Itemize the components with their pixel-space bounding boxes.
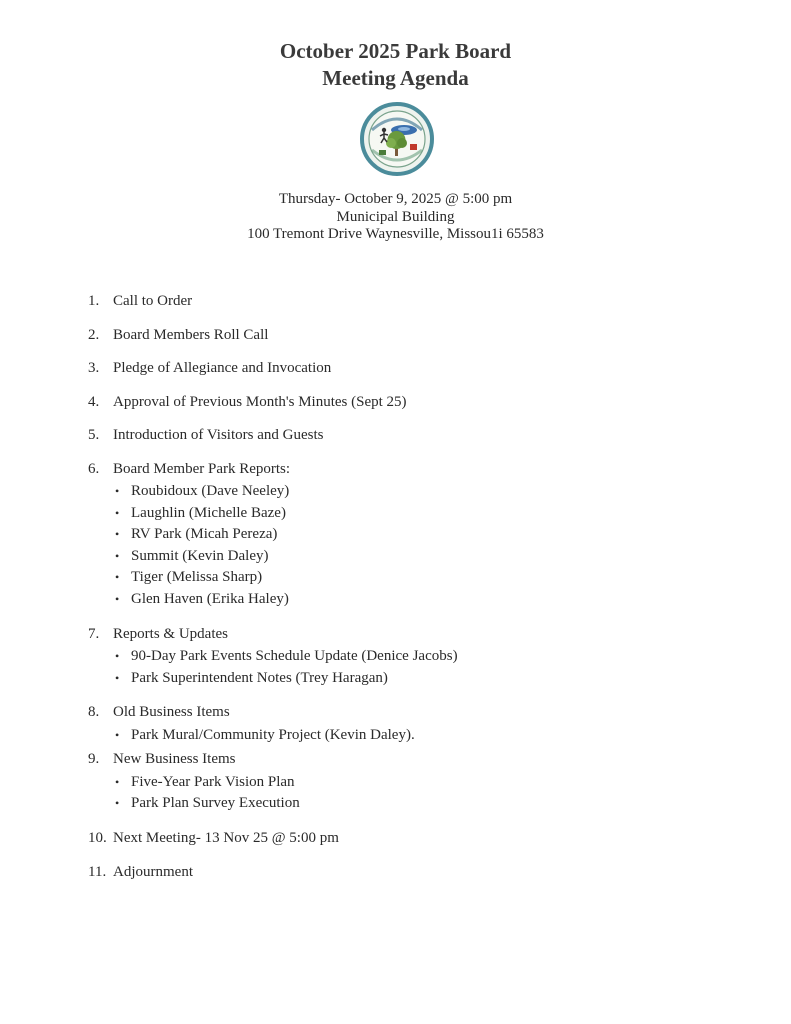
agenda-item-label: Pledge of Allegiance and Invocation <box>113 360 332 376</box>
agenda-item-number: 7. <box>88 625 100 642</box>
agenda-subitem-list <box>115 772 748 815</box>
agenda-item-number: 10. <box>88 830 107 847</box>
bullet-icon: • <box>115 505 120 520</box>
agenda-subitem <box>115 725 748 747</box>
agenda-subitem <box>115 524 748 546</box>
agenda-subitem-list <box>115 646 748 689</box>
agenda-item-number: 11. <box>88 863 107 880</box>
bullet-icon: • <box>115 484 120 498</box>
agenda-item-label: Approval of Previous Month's Minutes (Sept 25) <box>113 393 407 410</box>
meeting-date-time: Thursday- October 9, 2025 @ 5:00 pm <box>278 191 513 207</box>
title-line-2: Meeting Agenda <box>322 66 469 90</box>
agenda-item <box>88 326 748 346</box>
agenda-subitem <box>115 481 748 503</box>
agenda-item-number: 9. <box>88 751 100 768</box>
agenda-item-number: 2. <box>88 326 100 343</box>
agenda-item-label: Next Meeting- 13 Nov 25 @ 5:00 pm <box>113 830 339 847</box>
agenda-item <box>88 703 748 746</box>
agenda-subitem <box>115 772 748 794</box>
meeting-location: Municipal Building <box>336 208 455 225</box>
agenda-subitem-label: Laughlin (Michelle Baze) <box>131 504 286 521</box>
bullet-icon: • <box>115 796 120 811</box>
agenda-item <box>88 750 748 815</box>
agenda-item-label: Introduction of Visitors and Guests <box>113 427 324 443</box>
agenda-item-label: Old Business Items <box>113 704 230 721</box>
bullet-icon: • <box>115 527 120 542</box>
agenda-subitem <box>115 589 748 611</box>
agenda-item-label: Call to Order <box>113 293 193 309</box>
park-system-seal-icon <box>360 102 434 176</box>
page-title <box>0 38 791 92</box>
bullet-icon: • <box>115 591 120 606</box>
agenda-item-number: 4. <box>88 393 100 410</box>
agenda-item-label: Board Members Roll Call <box>113 326 269 343</box>
agenda-subitem <box>115 793 748 815</box>
park-system-seal-graphic <box>360 102 434 176</box>
agenda-item <box>88 359 748 379</box>
agenda-item-number: 6. <box>88 460 100 477</box>
agenda-item-label: Reports & Updates <box>113 625 228 642</box>
agenda-list <box>88 292 748 896</box>
agenda-item <box>88 863 748 883</box>
agenda-item-number: 3. <box>88 360 100 376</box>
agenda-item <box>88 393 748 413</box>
agenda-subitem-label: Park Plan Survey Execution <box>131 795 300 812</box>
agenda-subitem-label: Five-Year Park Vision Plan <box>131 773 295 790</box>
bullet-icon: • <box>115 649 120 664</box>
agenda-subitem-label: RV Park (Micah Pereza) <box>131 526 278 543</box>
title-line-1: October 2025 Park Board <box>279 39 512 63</box>
bullet-icon: • <box>115 774 120 789</box>
bullet-icon: • <box>115 670 120 685</box>
agenda-subitem-label: 90-Day Park Events Schedule Update (Denice Jacobs) <box>131 648 458 665</box>
bullet-icon: • <box>115 570 120 585</box>
agenda-item <box>88 625 748 690</box>
agenda-subitem-label: Park Superintendent Notes (Trey Haragan) <box>131 669 388 686</box>
bullet-icon: • <box>115 727 120 742</box>
meeting-info <box>0 191 791 244</box>
agenda-subitem-label: Roubidoux (Dave Neeley) <box>131 483 290 499</box>
agenda-item-label: Board Member Park Reports: <box>113 460 291 477</box>
agenda-item <box>88 292 748 312</box>
agenda-item-number: 8. <box>88 704 100 721</box>
agenda-subitem <box>115 646 748 668</box>
agenda-subitem-label: Summit (Kevin Daley) <box>131 547 269 564</box>
agenda-subitem <box>115 567 748 589</box>
agenda-subitem <box>115 546 748 568</box>
agenda-item <box>88 426 748 446</box>
agenda-subitem-label: Park Mural/Community Project (Kevin Daley). <box>131 726 415 743</box>
agenda-item-number: 5. <box>88 427 100 443</box>
agenda-subitem-list <box>115 481 748 611</box>
agenda-subitem-label: Glen Haven (Erika Haley) <box>131 590 289 607</box>
agenda-item <box>88 829 748 849</box>
agenda-subitem <box>115 668 748 690</box>
agenda-item <box>88 460 748 611</box>
agenda-subitem-list <box>115 725 748 747</box>
agenda-subitem-label: Tiger (Melissa Sharp) <box>131 569 263 586</box>
meeting-address: 100 Tremont Drive Waynesville, Missou1i 65583 <box>247 226 544 242</box>
agenda-item-label: Adjournment <box>113 863 193 880</box>
agenda-item-label: New Business Items <box>113 751 236 768</box>
agenda-item-number: 1. <box>88 293 100 309</box>
bullet-icon: • <box>115 548 120 563</box>
agenda-subitem <box>115 503 748 525</box>
